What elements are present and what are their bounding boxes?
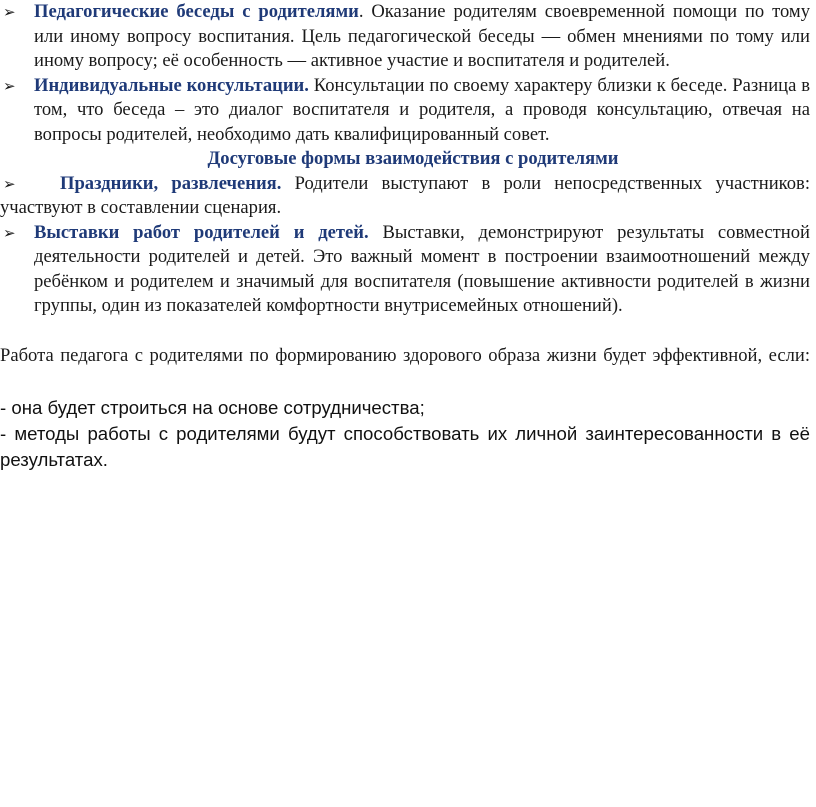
- body-paragraph: Работа педагога с родителями по формированию здорового образа жизни будет эффективной, если:: [0, 344, 810, 366]
- section-heading: Досуговые формы взаимодействия с родителями: [207, 148, 619, 169]
- bullet-item-pedagogical-talks: [0, 0, 816, 74]
- arrow-bullet-icon: ➢: [3, 3, 16, 21]
- arrow-bullet-icon: ➢: [3, 223, 16, 242]
- arrow-bullet-icon: ➢: [3, 174, 16, 193]
- bullet-item-exhibitions: [0, 221, 816, 319]
- bullet-text: Выставки, демонстрируют результаты совместной деятельности родителей и детей. Это важный момент в построении взаимоотношений между ребёнком и родителем и значимый для воспитателя (повышение активности родителей в жизни группы, один из показателей комфортности внутрисемейных отношений).: [34, 221, 810, 316]
- bullet-text: Родители выступают в роли непосредственных участников: участвуют в составлении сценария.: [0, 172, 810, 218]
- dash-item: - она будет строиться на основе сотрудничества;: [0, 396, 425, 418]
- arrow-bullet-icon: ➢: [3, 76, 16, 95]
- bullet-text: Консультации по своему характеру близки к беседе. Разница в том, что беседа – это диалог воспитателя и родителя, а проводя консультацию, отвечая на вопросы родителей, необходимо дать квалифицированный совет.: [34, 74, 810, 145]
- bullet-title: Праздники, развлечения.: [60, 172, 282, 194]
- bullet-item-holidays: [0, 172, 816, 221]
- bullet-title: Индивидуальные консультации.: [34, 74, 309, 96]
- bullet-item-individual-consultations: [0, 74, 816, 148]
- bullet-text: . Оказание родителям своевременной помощи по тому или иному вопросу воспитания. Цель педагогической беседы — обмен мнениями по тому или иному вопросу; её особенность — активное участие и воспитателя и родителей.: [34, 1, 810, 71]
- bullet-title: Выставки работ родителей и детей.: [34, 221, 369, 243]
- dash-item: - методы работы с родителями будут способствовать их личной заинтересованности в её результатах.: [0, 422, 810, 470]
- bullet-title: Педагогические беседы с родителями: [34, 1, 359, 22]
